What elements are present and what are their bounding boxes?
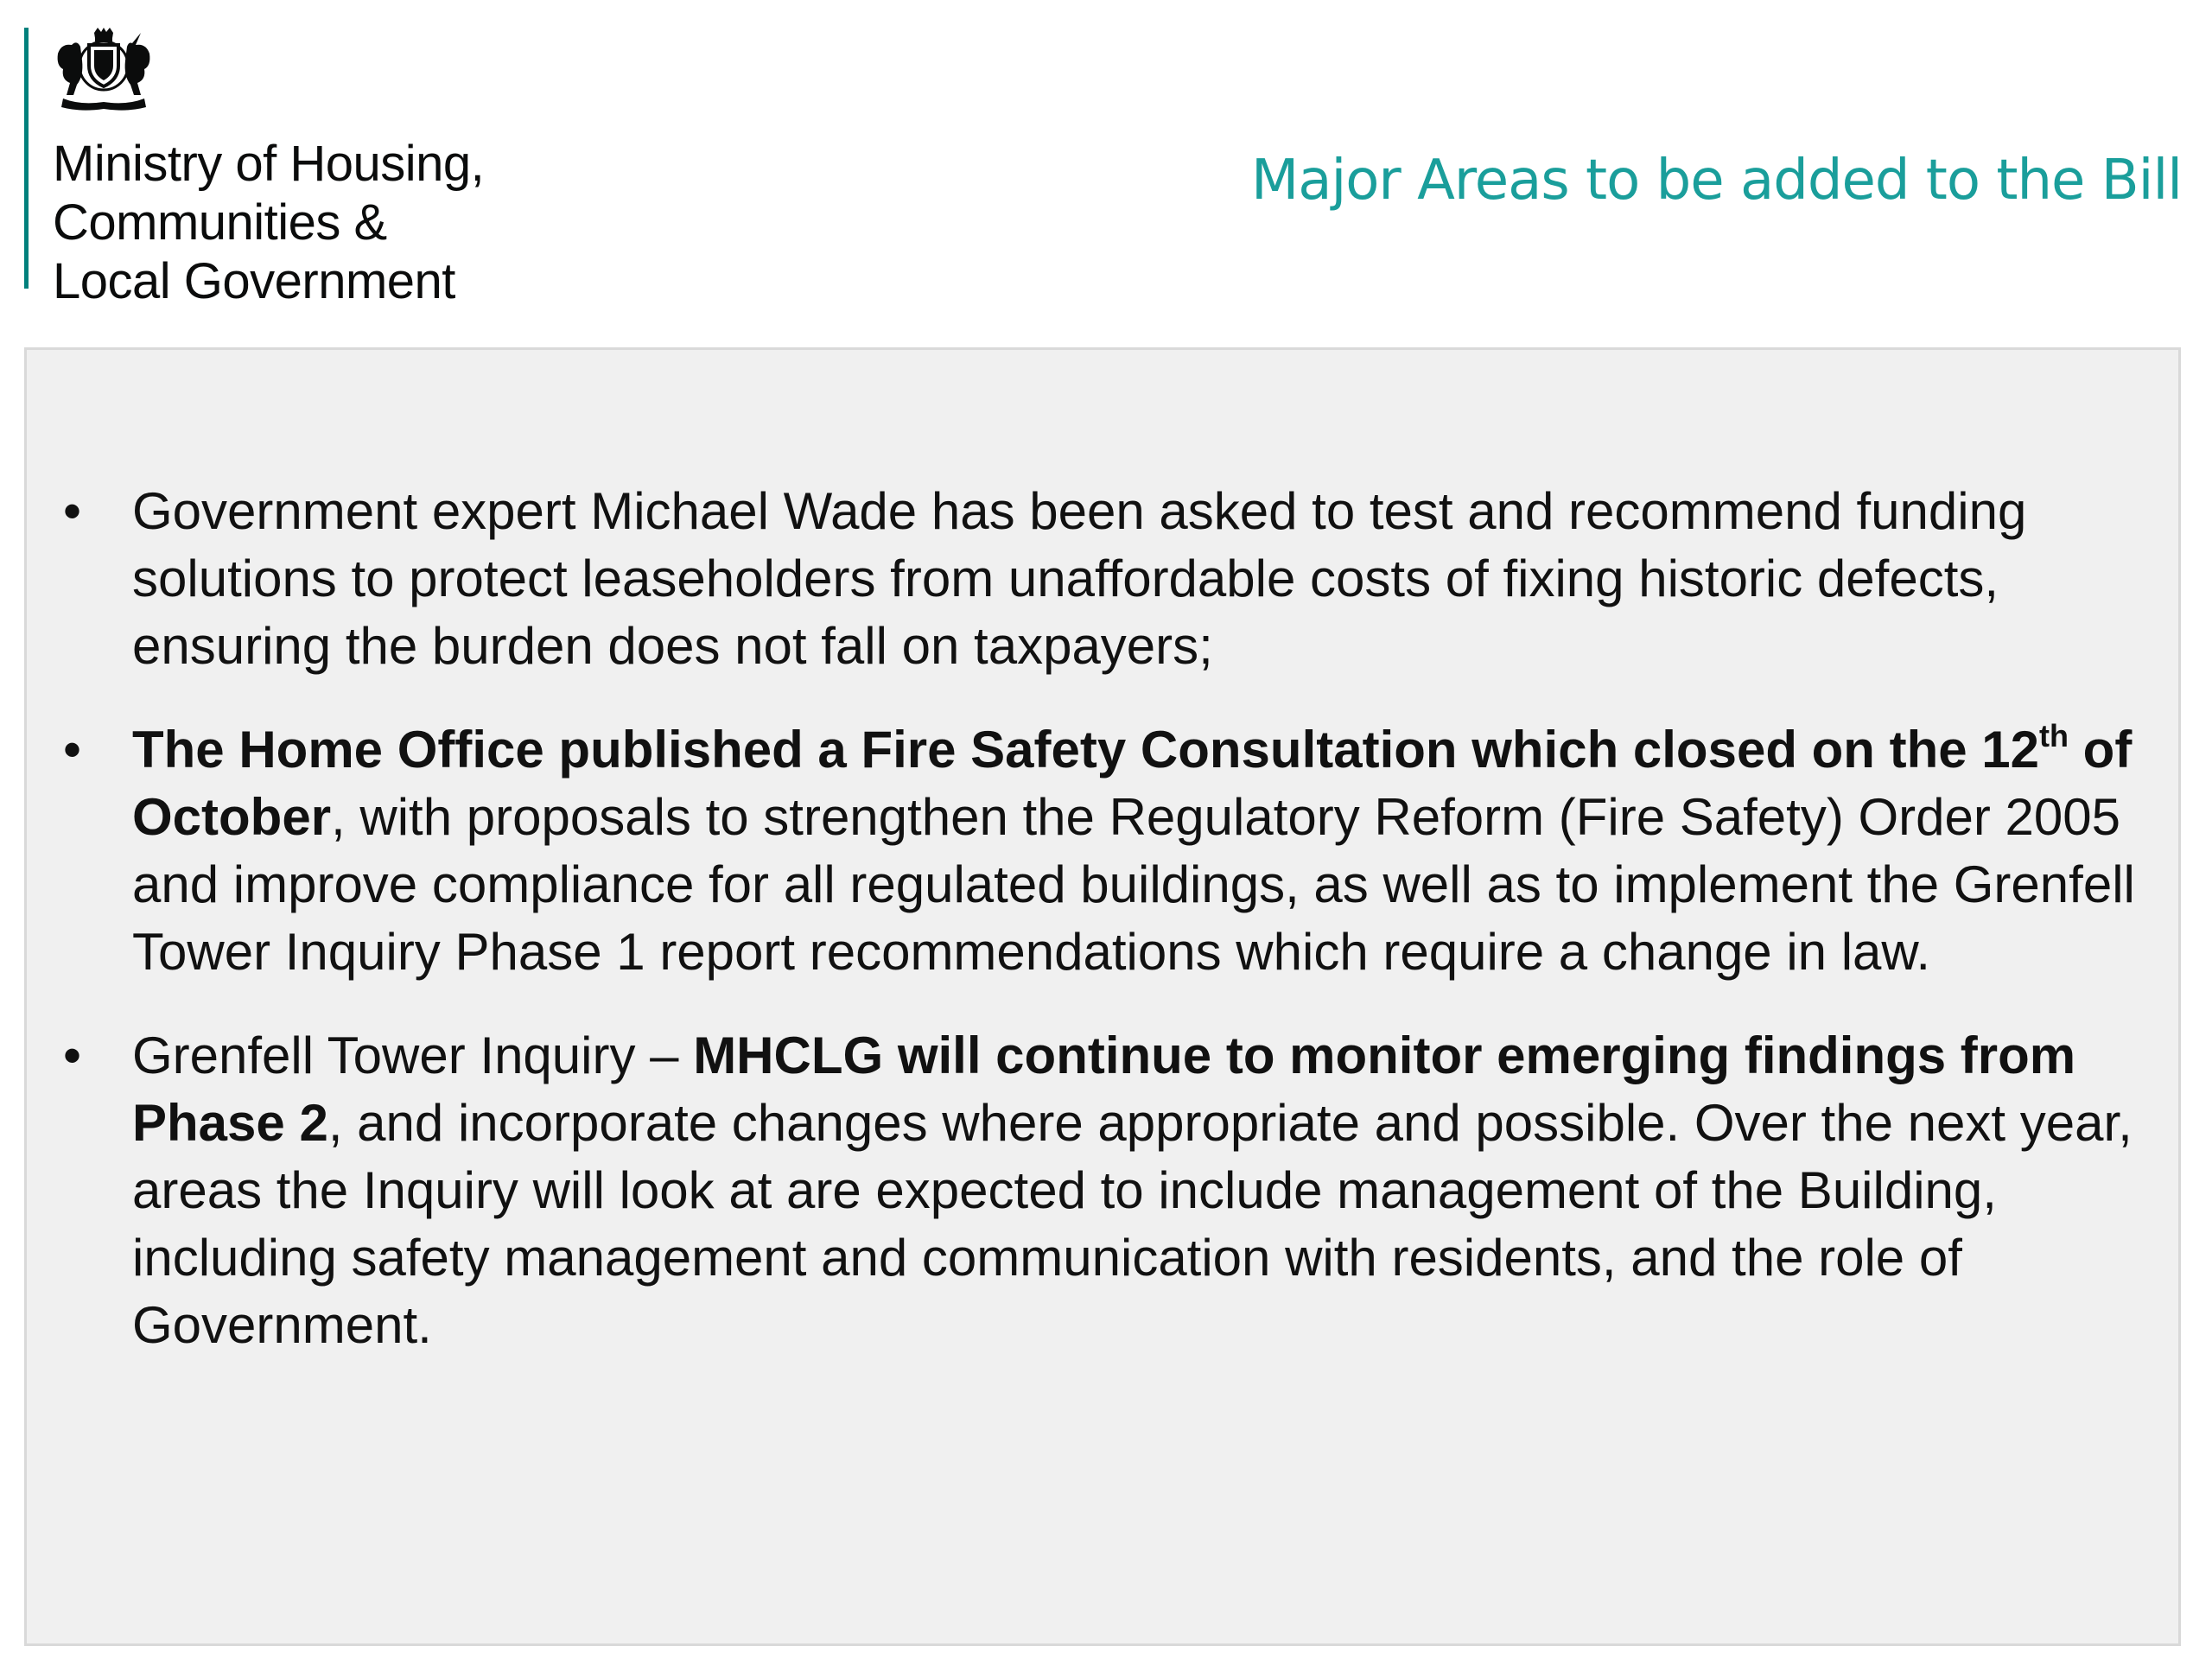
ministry-name-line-2: Communities & — [53, 194, 387, 251]
bullet-marker: • — [63, 482, 82, 540]
bullet-list — [27, 478, 2183, 1395]
content-panel — [24, 347, 2181, 1646]
bullet-text-before: Grenfell Tower Inquiry – — [132, 1027, 694, 1084]
ministry-name — [53, 135, 484, 311]
ordinal-suffix: th — [2039, 718, 2069, 753]
bullet-item-leaseholder-funding — [27, 478, 2183, 680]
bullet-item-fire-safety-consultation — [27, 716, 2183, 986]
bullet-marker: • — [63, 1027, 82, 1084]
ministry-name-line-3: Local Government — [53, 253, 455, 309]
bullet-text: , with proposals to strengthen the Regulatory Reform (Fire Safety) Order 2005 and improve compliance for all regulated buildings, as well as to implement the Grenfell Tower Inquiry Phase 1 report recommendations which require a change in law. — [132, 788, 2135, 981]
bullet-item-grenfell-inquiry — [27, 1022, 2183, 1359]
ministry-logo-block — [24, 28, 485, 309]
ministry-name-line-1: Ministry of Housing, — [53, 136, 485, 192]
bullet-marker: • — [63, 721, 82, 779]
bullet-text-after: , and incorporate changes where appropriate and possible. Over the next year, areas the Inquiry will look at are expected to include management of the Building, including safety management and communication with residents, and the role of Government. — [132, 1094, 2133, 1354]
bullet-bold-text-part-1: The Home Office published a Fire Safety Consultation which closed on the 12 — [132, 721, 2040, 779]
royal-coat-of-arms-icon — [54, 28, 153, 111]
bullet-bold-text: MHCLG will continue to monitor emerging findings from Phase 2 — [132, 1027, 2076, 1152]
slide-header — [0, 0, 2212, 337]
bullet-text: Government expert Michael Wade has been asked to test and recommend funding solutions to protect leaseholders from unaffordable costs of fixing historic defects, ensuring the burden does not fall on taxpayers; — [132, 482, 2027, 675]
bullet-bold-text-part-2: of October — [132, 721, 2133, 846]
slide-title: Major Areas to be added to the Bill — [1251, 149, 2182, 213]
